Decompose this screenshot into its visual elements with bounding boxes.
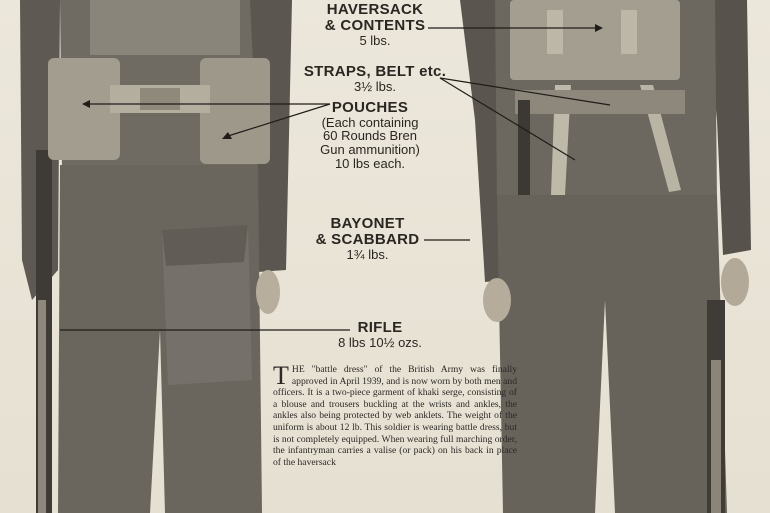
haversack-title2: & CONTENTS (324, 16, 426, 34)
pouches-desc-2: 60 Rounds Bren (323, 128, 417, 144)
label-rifle (320, 320, 440, 349)
label-straps (300, 64, 450, 93)
pouches-weight: 10 lbs each. (334, 155, 406, 171)
article-paragraph (273, 361, 517, 468)
label-pouches (295, 100, 445, 170)
haversack-title: HAVERSACK (326, 1, 424, 18)
label-bayonet (305, 216, 430, 261)
bayonet-weight: 1¾ lbs. (346, 246, 389, 262)
bayonet-title: BAYONET (330, 215, 405, 232)
article-text: HE "battle dress" of the British Army was finally approved in April 1939, and is now worn by both men and officers. It is a two-piece garment of khaki serge, consisting of a blouse and trousers buckling at the wrists and ankles, the ankles also being protected by web anklets. The weight of the uniform is about 12 lb. This soldier is wearing battle dress, but is not completely equipped. When wearing full marching order, the infantryman carries a valise (or pack) on his back in place of the haversack (273, 364, 517, 468)
rifle-weight: 8 lbs 10½ ozs. (338, 334, 422, 350)
rifle-title: RIFLE (357, 319, 403, 336)
label-haversack (305, 2, 445, 47)
haversack-weight: 5 lbs. (359, 32, 391, 48)
article-dropcap: T (273, 361, 289, 390)
pouches-desc-3: Gun ammunition) (320, 142, 420, 158)
pouches-title: POUCHES (331, 99, 409, 116)
straps-title: STRAPS, BELT etc. (303, 63, 447, 80)
bayonet-title2: & SCABBARD (315, 230, 420, 248)
straps-weight: 3½ lbs. (354, 78, 396, 94)
pouches-desc-1: (Each containing (321, 114, 419, 130)
